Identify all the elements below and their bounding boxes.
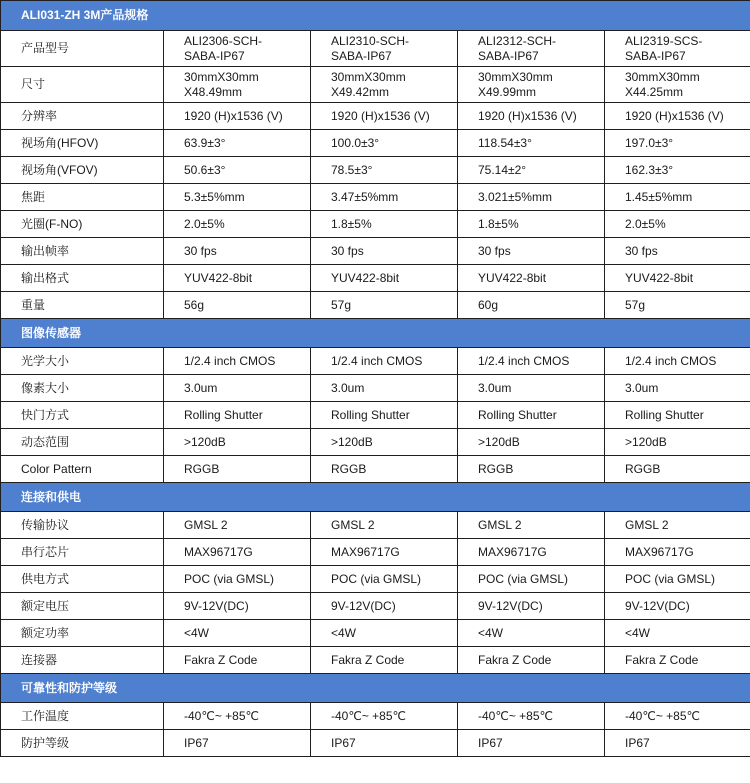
row-label: 工作温度 [1,703,164,730]
row-label: 视场角(VFOV) [1,157,164,184]
row-label: 分辨率 [1,103,164,130]
row-label: 光学大小 [1,348,164,375]
row-label: 输出格式 [1,265,164,292]
spec-value-cell: Fakra Z Code [311,647,458,674]
spec-value-cell: RGGB [605,456,750,483]
spec-value-cell: 60g [458,292,605,319]
spec-value-cell: RGGB [164,456,311,483]
section-header [1,483,750,512]
row-label: 尺寸 [1,67,164,103]
spec-value-cell: Rolling Shutter [458,402,605,429]
spec-value-cell: 1920 (H)x1536 (V) [458,103,605,130]
spec-value-cell: 9V-12V(DC) [458,593,605,620]
spec-value-cell: >120dB [311,429,458,456]
spec-value-cell: 1920 (H)x1536 (V) [311,103,458,130]
table-row [1,593,750,620]
spec-value-cell: 30mmX30mm X44.25mm [605,67,750,103]
spec-value-cell: GMSL 2 [458,512,605,539]
spec-value-cell: YUV422-8bit [458,265,605,292]
table-row [1,456,750,483]
spec-value-cell: <4W [311,620,458,647]
row-label: Color Pattern [1,456,164,483]
table-row [1,67,750,103]
spec-value-cell: ALI2319-SCS- SABA-IP67 [605,31,750,67]
spec-value-cell: YUV422-8bit [164,265,311,292]
row-label: 串行芯片 [1,539,164,566]
spec-value-cell: POC (via GMSL) [164,566,311,593]
table-row [1,157,750,184]
spec-value-cell: POC (via GMSL) [311,566,458,593]
spec-value-cell: IP67 [164,730,311,757]
row-label: 传输协议 [1,512,164,539]
spec-value-cell: 3.0um [164,375,311,402]
table-row [1,647,750,674]
table-row [1,512,750,539]
row-label: 供电方式 [1,566,164,593]
spec-value-cell: 30mmX30mm X48.49mm [164,67,311,103]
spec-value-cell: 162.3±3° [605,157,750,184]
row-label: 重量 [1,292,164,319]
row-label: 输出帧率 [1,238,164,265]
table-row [1,539,750,566]
row-label: 视场角(HFOV) [1,130,164,157]
spec-value-cell: Rolling Shutter [605,402,750,429]
spec-value-cell: >120dB [458,429,605,456]
spec-value-cell: 9V-12V(DC) [164,593,311,620]
spec-value-cell: MAX96717G [605,539,750,566]
spec-value-cell: 1920 (H)x1536 (V) [164,103,311,130]
spec-value-cell: -40℃~ +85℃ [311,703,458,730]
spec-value-cell: 78.5±3° [311,157,458,184]
spec-value-cell: POC (via GMSL) [605,566,750,593]
spec-value-cell: <4W [164,620,311,647]
spec-value-cell: 118.54±3° [458,130,605,157]
spec-value-cell: 3.47±5%mm [311,184,458,211]
spec-value-cell: 56g [164,292,311,319]
table-row [1,130,750,157]
spec-value-cell: GMSL 2 [164,512,311,539]
spec-value-cell: -40℃~ +85℃ [605,703,750,730]
spec-value-cell: YUV422-8bit [311,265,458,292]
spec-value-cell: 57g [605,292,750,319]
spec-value-cell: 1920 (H)x1536 (V) [605,103,750,130]
spec-value-cell: 1/2.4 inch CMOS [458,348,605,375]
spec-value-cell: <4W [458,620,605,647]
spec-value-cell: ALI2306-SCH- SABA-IP67 [164,31,311,67]
spec-value-cell: 9V-12V(DC) [605,593,750,620]
spec-value-cell: Rolling Shutter [311,402,458,429]
row-label: 光圈(F-NO) [1,211,164,238]
table-row [1,703,750,730]
spec-value-cell: 1/2.4 inch CMOS [605,348,750,375]
spec-value-cell: POC (via GMSL) [458,566,605,593]
table-row [1,429,750,456]
table-row [1,375,750,402]
spec-value-cell: 50.6±3° [164,157,311,184]
table-row [1,31,750,67]
spec-value-cell: RGGB [458,456,605,483]
row-label: 快门方式 [1,402,164,429]
table-row [1,292,750,319]
row-label: 动态范围 [1,429,164,456]
table-row [1,103,750,130]
spec-value-cell: 9V-12V(DC) [311,593,458,620]
section-title: 连接和供电 [1,483,750,512]
section-title: ALI031-ZH 3M产品规格 [1,1,750,31]
spec-value-cell: -40℃~ +85℃ [458,703,605,730]
row-label: 焦距 [1,184,164,211]
spec-value-cell: 75.14±2° [458,157,605,184]
spec-value-cell: ALI2310-SCH- SABA-IP67 [311,31,458,67]
spec-value-cell: 63.9±3° [164,130,311,157]
spec-value-cell: 1/2.4 inch CMOS [164,348,311,375]
spec-value-cell: 30mmX30mm X49.99mm [458,67,605,103]
row-label: 连接器 [1,647,164,674]
spec-value-cell: 2.0±5% [605,211,750,238]
spec-value-cell: 1/2.4 inch CMOS [311,348,458,375]
spec-value-cell: IP67 [458,730,605,757]
spec-value-cell: GMSL 2 [311,512,458,539]
row-label: 防护等级 [1,730,164,757]
spec-value-cell: 30 fps [605,238,750,265]
row-label: 额定电压 [1,593,164,620]
table-row [1,238,750,265]
table-row [1,730,750,757]
spec-value-cell: 3.0um [458,375,605,402]
spec-value-cell: 1.45±5%mm [605,184,750,211]
spec-value-cell: 1.8±5% [311,211,458,238]
spec-value-cell: MAX96717G [458,539,605,566]
spec-value-cell: Rolling Shutter [164,402,311,429]
section-title: 图像传感器 [1,319,750,348]
table-row [1,211,750,238]
spec-value-cell: 100.0±3° [311,130,458,157]
section-header [1,319,750,348]
row-label: 产品型号 [1,31,164,67]
spec-value-cell: 57g [311,292,458,319]
spec-value-cell: 3.0um [605,375,750,402]
spec-value-cell: 1.8±5% [458,211,605,238]
row-label: 像素大小 [1,375,164,402]
spec-value-cell: >120dB [164,429,311,456]
section-header [1,1,750,31]
spec-value-cell: IP67 [605,730,750,757]
spec-value-cell: 2.0±5% [164,211,311,238]
spec-value-cell: Fakra Z Code [164,647,311,674]
spec-value-cell: GMSL 2 [605,512,750,539]
table-row [1,620,750,647]
spec-value-cell: 197.0±3° [605,130,750,157]
spec-value-cell: 3.0um [311,375,458,402]
spec-value-cell: Fakra Z Code [458,647,605,674]
section-title: 可靠性和防护等级 [1,674,750,703]
table-row [1,184,750,211]
table-row [1,348,750,375]
table-row [1,265,750,292]
table-row [1,566,750,593]
spec-value-cell: 30 fps [458,238,605,265]
spec-value-cell: YUV422-8bit [605,265,750,292]
row-label: 额定功率 [1,620,164,647]
spec-value-cell: 3.021±5%mm [458,184,605,211]
spec-value-cell: 5.3±5%mm [164,184,311,211]
spec-value-cell: IP67 [311,730,458,757]
section-header [1,674,750,703]
spec-value-cell: MAX96717G [311,539,458,566]
spec-value-cell: RGGB [311,456,458,483]
spec-value-cell: 30 fps [164,238,311,265]
table-row [1,402,750,429]
spec-value-cell: >120dB [605,429,750,456]
spec-value-cell: 30mmX30mm X49.42mm [311,67,458,103]
spec-value-cell: 30 fps [311,238,458,265]
spec-value-cell: MAX96717G [164,539,311,566]
spec-value-cell: <4W [605,620,750,647]
spec-value-cell: Fakra Z Code [605,647,750,674]
spec-value-cell: -40℃~ +85℃ [164,703,311,730]
spec-value-cell: ALI2312-SCH- SABA-IP67 [458,31,605,67]
